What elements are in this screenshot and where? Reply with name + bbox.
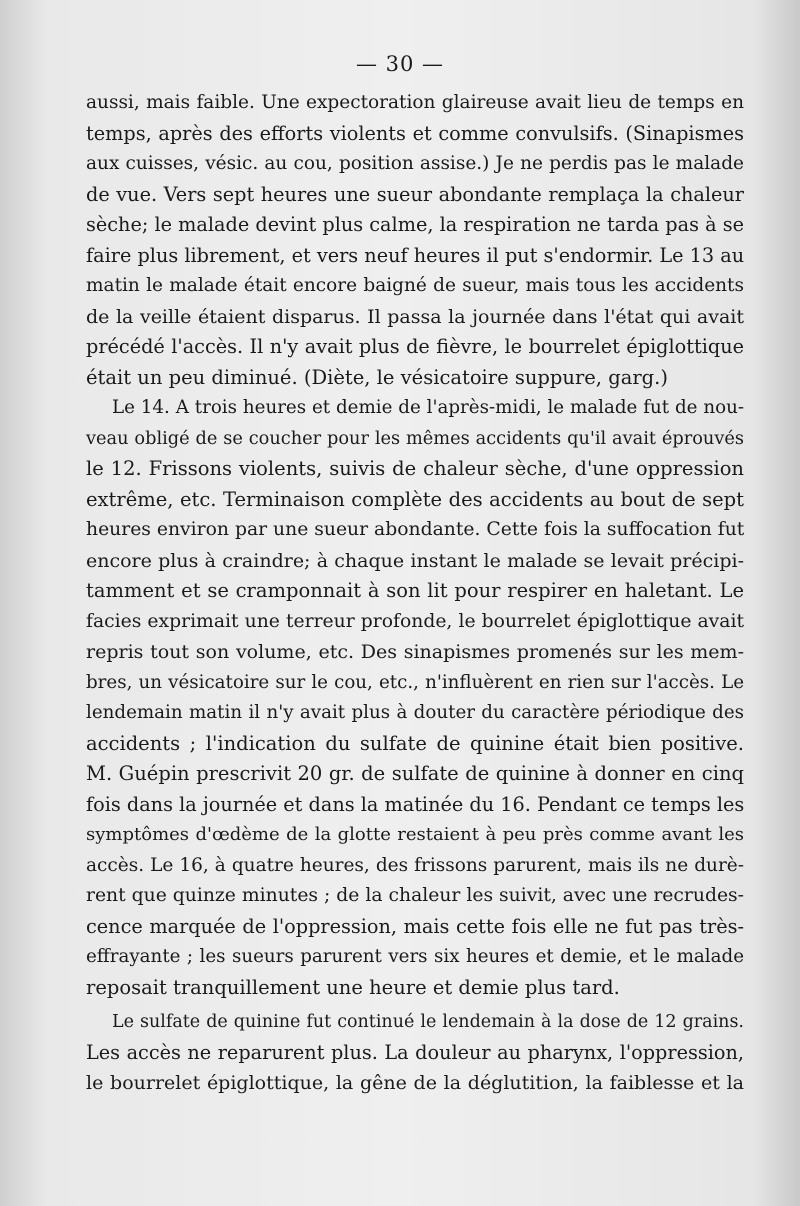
text-line: lendemain matin il n'y avait plus à douter du caractère périodique des [86, 702, 744, 723]
text-line: Les accès ne reparurent plus. La douleur au pharynx, l'oppression, [86, 1040, 744, 1064]
text-line: aussi, mais faible. Une expectoration glaireuse avait lieu de temps en [86, 92, 744, 113]
text-line: facies exprimait une terreur profonde, le bourrelet épiglottique avait [86, 610, 744, 632]
text-line: tamment et se cramponnait à son lit pour respirer en haletant. Le [86, 579, 744, 602]
text-line: faire plus librement, et vers neuf heures il put s'endormir. Le 13 au [86, 243, 745, 267]
text-line: le 12. Frissons violents, suivis de chaleur sèche, d'une oppression [86, 457, 744, 480]
text-line: temps, après des efforts violents et comme convulsifs. (Sinapismes [86, 121, 744, 145]
text-line: encore plus à craindre; à chaque instant le malade se levait précipi- [86, 549, 744, 572]
text-line: Le 14. A trois heures et demie de l'après-midi, le malade fut de nou- [112, 397, 744, 418]
text-line: veau obligé de se coucher pour les mêmes accidents qu'il avait éprouvés [86, 428, 744, 449]
text-line: sèche; le malade devint plus calme, la respiration ne tarda pas à se [86, 213, 744, 236]
text-line: accès. Le 16, à quatre heures, des frissons parurent, mais ils ne durè- [86, 854, 744, 876]
text-line: aux cuisses, vésic. au cou, position assise.) Je ne perdis pas le malade [86, 153, 744, 174]
text-line: reposait tranquillement une heure et demie plus tard. [86, 975, 620, 999]
text-line: symptômes d'œdème de la glotte restaient à peu près comme avant les [86, 824, 744, 845]
text-line: Le sulfate de quinine fut continué le lendemain à la dose de 12 grains. [112, 1012, 744, 1032]
text-line: effrayante ; les sueurs parurent vers six heures et demie, et le malade [86, 946, 744, 967]
text-line: matin le malade était encore baigné de sueur, mais tous les accidents [86, 275, 744, 296]
text-line: bres, un vésicatoire sur le cou, etc., n'influèrent en rien sur l'accès. Le [86, 671, 744, 693]
text-line: était un peu diminué. (Diète, le vésicatoire suppure, garg.) [86, 365, 668, 389]
text-line: accidents ; l'indication du sulfate de quinine était bien positive. [86, 731, 744, 755]
text-line: fois dans la journée et dans la matinée du 16. Pendant ce temps les [86, 792, 745, 816]
paragraph-1 [86, 88, 744, 393]
paragraph-3 [86, 1007, 744, 1099]
paragraph-2 [86, 393, 744, 1003]
text-line: de vue. Vers sept heures une sueur abondante remplaça la chaleur [86, 182, 744, 206]
text-line: cence marquée de l'oppression, mais cette fois elle ne fut pas très- [86, 914, 744, 938]
text-line: précédé l'accès. Il n'y avait plus de fièvre, le bourrelet épiglottique [86, 335, 744, 358]
text-line: extrême, etc. Terminaison complète des accidents au bout de sept [86, 487, 744, 511]
text-line: rent que quinze minutes ; de la chaleur les suivit, avec une recrudes- [86, 885, 744, 906]
text-line: M. Guépin prescrivit 20 gr. de sulfate de quinine à donner en cinq [86, 762, 744, 785]
text-line: heures environ par une sueur abondante. Cette fois la suffocation fut [86, 519, 745, 540]
body-text [86, 88, 744, 1099]
text-line: le bourrelet épiglottique, la gêne de la déglutition, la faiblesse et la [86, 1072, 744, 1094]
page-number: — 30 — [355, 52, 445, 76]
text-line: repris tout son volume, etc. Des sinapismes promenés sur les mem- [86, 641, 744, 663]
text-line: de la veille étaient disparus. Il passa la journée dans l'état qui avait [86, 305, 744, 328]
